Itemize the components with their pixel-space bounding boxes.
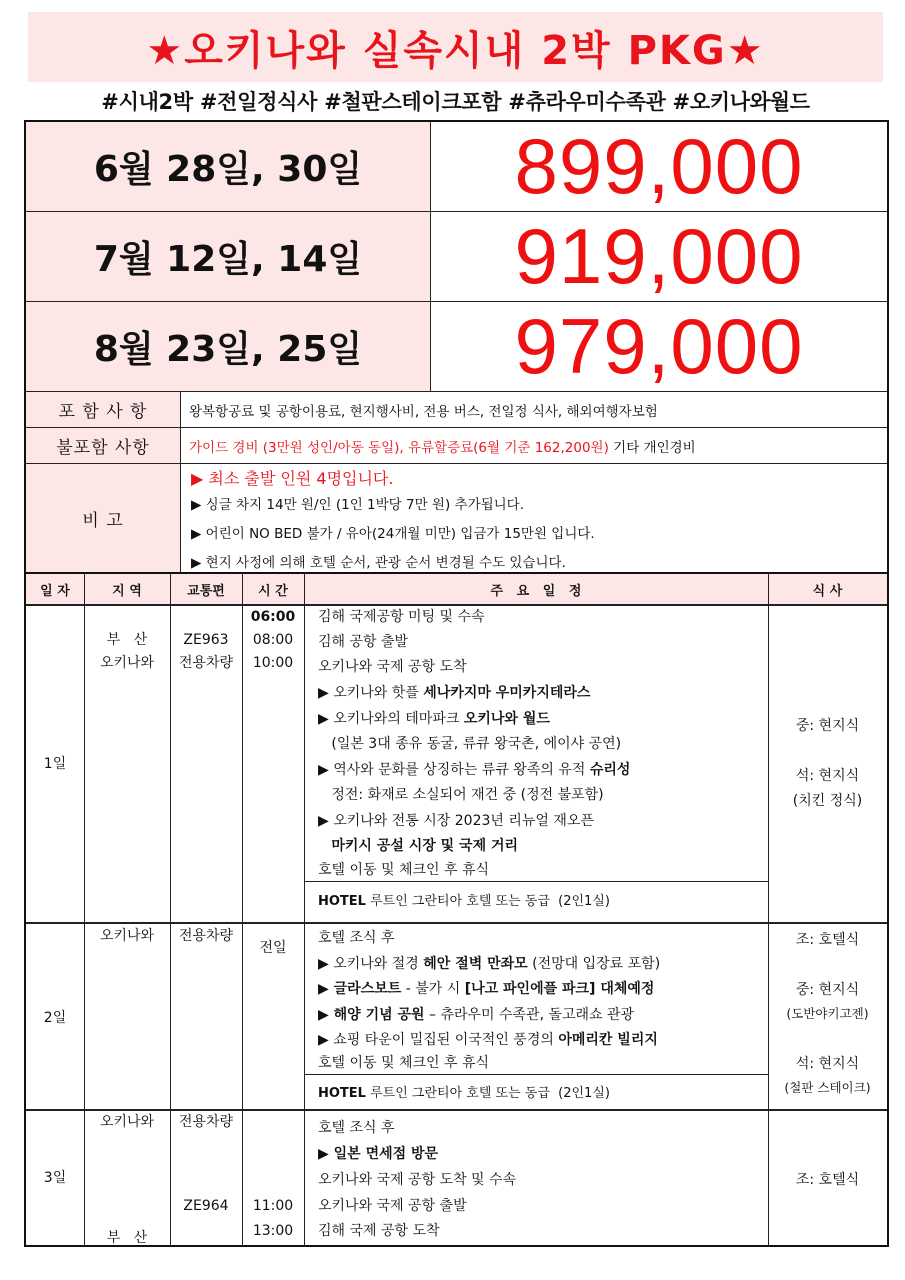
meal: 조: 호텔식 [795, 1172, 860, 1188]
price-row [26, 122, 887, 212]
region: 부 산 [106, 1230, 148, 1246]
schedule-item: 호텔 조식 후 [318, 1120, 395, 1136]
meal: (철판 스테이크) [784, 1080, 871, 1095]
schedule-item: ▶ 역사와 문화를 상징하는 류큐 왕족의 유적 슈리성 [318, 762, 631, 778]
note-item: ▶ 싱글 차지 14만 원/인 (1인 1박당 7만 원) 추가됩니다. [191, 497, 525, 513]
schedule-item: 김해 국제공항 미팅 및 수속 [318, 609, 485, 625]
meal: 석: 현지식 [795, 768, 860, 784]
time: 13:00 [252, 1223, 294, 1239]
excluded-text-red: 가이드 경비 (3만원 성인/아동 동일), 유류할증료(6월 기준 162,200원) [189, 439, 609, 456]
package-table [24, 120, 889, 1247]
time: 08:00 [252, 632, 294, 648]
meal: 조: 호텔식 [795, 932, 860, 948]
header-time: 시 간 [242, 574, 304, 604]
meal: 중: 현지식 [795, 718, 860, 734]
header-region: 지 역 [84, 574, 170, 604]
schedule-item: 김해 공항 출발 [318, 634, 409, 650]
price-value: 899,000 [514, 122, 804, 210]
hotel-info: HOTEL 루트인 그란티아 호텔 또는 동급 (2인1실) [318, 894, 610, 909]
price-value: 919,000 [514, 212, 804, 300]
departure-date: 6월 28일, 30일 [26, 122, 431, 211]
included-row [26, 392, 887, 428]
schedule-item: 정전: 화재로 소실되어 재건 중 (정전 불포함) [318, 787, 604, 803]
transport: 전용차량 [178, 928, 234, 944]
notes-list [181, 464, 887, 572]
schedule-item: 오키나와 국제 공항 도착 [318, 659, 467, 675]
meal: (도반야키고젠) [786, 1006, 869, 1021]
schedule-item: 호텔 이동 및 체크인 후 휴식 [318, 862, 490, 878]
hashtag-line: #시내2박 #전일정식사 #철판스테이크포함 #츄라우미수족관 #오키나와월드 [101, 90, 810, 114]
transport: 전용차량 [178, 655, 234, 671]
region: 오키나와 [99, 928, 155, 944]
schedule-item: 김해 국제 공항 도착 [318, 1223, 440, 1239]
time: 11:00 [252, 1198, 294, 1214]
schedule-item: ▶ 일본 면세점 방문 [318, 1146, 439, 1162]
title-banner [28, 12, 883, 82]
notes-row [26, 464, 887, 572]
meal: (치킨 정식) [792, 793, 863, 809]
excluded-label: 불포함 사항 [26, 428, 181, 463]
excluded-row [26, 428, 887, 464]
price-row [26, 212, 887, 302]
note-item: ▶ 현지 사정에 의해 호텔 순서, 관광 순서 변경될 수도 있습니다. [191, 555, 566, 571]
transport: 전용차량 [178, 1114, 234, 1130]
day-label: 2일 [43, 1010, 67, 1026]
schedule-item: 호텔 조식 후 [318, 930, 395, 946]
column-divider [304, 574, 305, 1245]
schedule-item: 오키나와 국제 공항 출발 [318, 1198, 467, 1214]
price-value: 979,000 [514, 302, 804, 390]
schedule-item: 오키나와 국제 공항 도착 및 수속 [318, 1172, 517, 1188]
region: 부 산 [106, 632, 148, 648]
column-divider [768, 574, 769, 1245]
schedule-item: ▶ 오키나와의 테마파크 오키나와 월드 [318, 711, 550, 727]
itinerary-table [26, 572, 887, 1245]
header-transport: 교통편 [170, 574, 242, 604]
transport: ZE964 [183, 1198, 229, 1214]
schedule-item: ▶ 오키나와 절경 헤안 절벽 만좌모 (전망대 입장료 포함) [318, 956, 661, 972]
note-item: ▶ 최소 출발 인원 4명입니다. [191, 469, 394, 488]
meal: 석: 현지식 [795, 1056, 860, 1072]
page-title: ★오키나와 실속시내 2박 PKG★ [146, 27, 765, 74]
schedule-item: ▶ 오키나와 전통 시장 2023년 리뉴얼 재오픈 [318, 813, 594, 829]
header-meals: 식 사 [768, 574, 887, 604]
schedule-item: ▶ 해양 기념 공원 – 츄라우미 수족관, 돌고래쇼 관광 [318, 1007, 635, 1023]
day-label: 1일 [43, 756, 67, 772]
schedule-item: ▶ 쇼핑 타운이 밀집된 이국적인 풍경의 아메리칸 빌리지 [318, 1032, 658, 1048]
hotel-info: HOTEL 루트인 그란티아 호텔 또는 동급 (2인1실) [318, 1086, 610, 1101]
included-text: 왕복항공료 및 공항이용료, 현지행사비, 전용 버스, 전일정 식사, 해외여행자보험 [189, 403, 658, 420]
price-row [26, 302, 887, 392]
excluded-text [181, 428, 887, 463]
departure-date: 7월 12일, 14일 [26, 212, 431, 301]
schedule-item: (일본 3대 종유 동굴, 류큐 왕국촌, 에이샤 공연) [318, 736, 622, 752]
meal: 중: 현지식 [795, 982, 860, 998]
time: 06:00 [250, 609, 296, 625]
transport: ZE963 [183, 632, 229, 648]
day-label: 3일 [43, 1170, 67, 1186]
excluded-text-rest: 기타 개인경비 [608, 439, 696, 456]
header-day: 일 자 [26, 574, 84, 604]
region: 오키나와 [99, 655, 155, 671]
region: 오키나와 [99, 1114, 155, 1130]
time: 10:00 [252, 655, 294, 671]
included-label: 포 함 사 항 [26, 392, 181, 427]
header-schedule: 주 요 일 정 [304, 574, 768, 604]
notes-label: 비 고 [26, 464, 181, 572]
schedule-item: 마키시 공설 시장 및 국제 거리 [331, 838, 519, 854]
schedule-item: ▶ 오키나와 핫플 세나카지마 우미카지테라스 [318, 685, 591, 701]
departure-date: 8월 23일, 25일 [26, 302, 431, 391]
schedule-item: 호텔 이동 및 체크인 후 휴식 [318, 1055, 490, 1071]
time: 전일 [259, 940, 287, 956]
schedule-item: ▶ 글라스보트 - 불가 시 [나고 파인에플 파크] 대체예정 [318, 981, 655, 997]
note-item: ▶ 어린이 NO BED 불가 / 유아(24개월 미만) 입금가 15만원 입니다. [191, 526, 595, 542]
